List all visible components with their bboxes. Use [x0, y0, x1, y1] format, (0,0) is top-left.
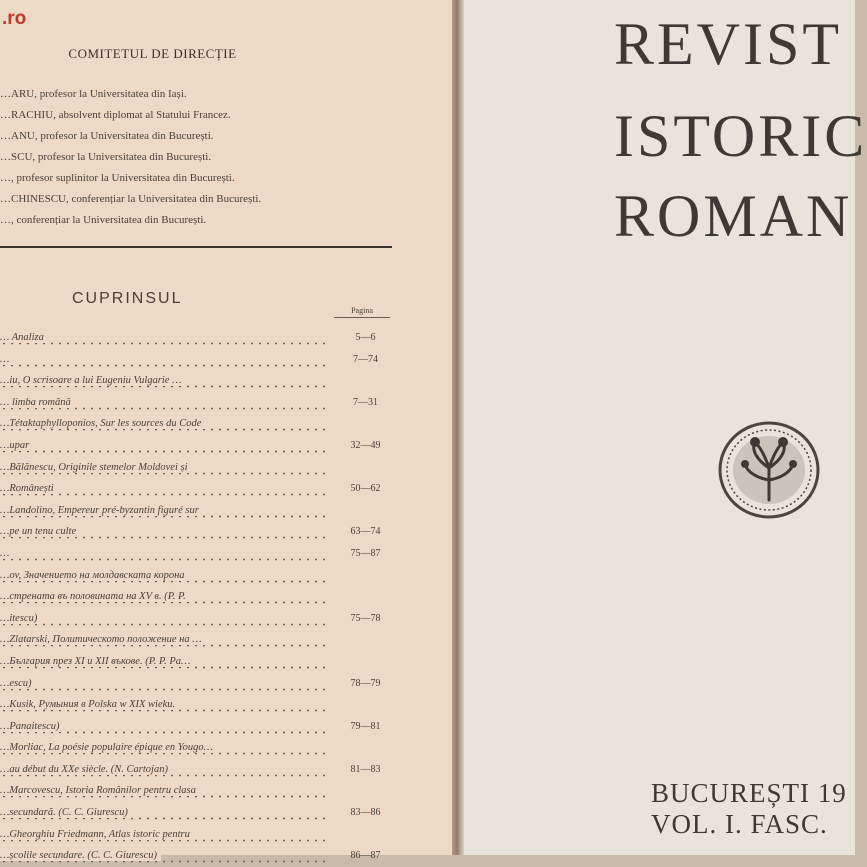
- toc-entry-text: …itescu): [0, 613, 41, 624]
- toc-entry-text: …Zlatarski, Политическото положение на …: [0, 634, 206, 645]
- committee-member: …ARU, profesor la Universitatea din Iași.: [0, 88, 187, 100]
- toc-entry-pages: 32—49: [350, 439, 381, 451]
- toc-entry: [0, 327, 400, 349]
- toc-entry: [0, 716, 400, 738]
- toc-entry-text: …: [0, 354, 13, 365]
- toc-entry-title: [0, 824, 330, 846]
- toc-entry: [0, 500, 400, 522]
- section-divider: [0, 246, 392, 248]
- toc-entry: [0, 521, 400, 543]
- toc-entry-pages: 75—78: [350, 612, 381, 624]
- toc-entry-text: …upar: [0, 440, 33, 451]
- journal-title-line: REVIST: [614, 11, 842, 77]
- toc-entry-title: [0, 392, 330, 414]
- toc-entry-title: [0, 478, 330, 500]
- table-of-contents: [0, 327, 400, 867]
- toc-entry: [0, 780, 400, 802]
- toc-entry: [0, 413, 400, 435]
- toc-entry-text: …au début du XXe siècle. (N. Cartojan): [0, 764, 172, 775]
- pages-column-header: Pagina: [334, 306, 390, 318]
- toc-entry-text: …Marcovescu, Istoria Românilor pentru clasa: [0, 785, 200, 796]
- toc-entry: [0, 824, 400, 846]
- toc-entry-text: … Analiza: [0, 332, 48, 343]
- toc-entry-title: [0, 737, 330, 759]
- toc-entry-title: [0, 608, 330, 630]
- toc-entry-title: [0, 565, 330, 587]
- toc-entry-title: [0, 370, 330, 392]
- toc-entry-pages: 7—74: [353, 353, 378, 365]
- journal-title-line: ROMAN: [614, 183, 853, 249]
- toc-entry-text: …Morliac, La poésie populaire épique en Yougo…: [0, 742, 217, 753]
- toc-entry-pages: 75—87: [350, 547, 381, 559]
- contents-title: CUPRINSUL: [72, 290, 183, 307]
- toc-entry-text: …școlile secundare. (C. C. Giurescu): [0, 850, 161, 861]
- toc-entry: [0, 586, 400, 608]
- toc-entry: [0, 737, 400, 759]
- toc-entry-text: …: [0, 548, 13, 559]
- committee-title: COMITETUL DE DIRECȚIE: [68, 46, 237, 61]
- toc-entry: [0, 802, 400, 824]
- publisher-seal-emblem: [717, 420, 821, 520]
- toc-entry: [0, 478, 400, 500]
- toc-entry-title: [0, 716, 330, 738]
- toc-entry-pages: 86—87: [350, 850, 381, 862]
- toc-entry-title: [0, 802, 330, 824]
- toc-entry-title: [0, 845, 330, 867]
- toc-entry-text: …България през XI и XII въкове. (P. P. Pa…: [0, 656, 194, 667]
- toc-entry-title: [0, 327, 330, 349]
- toc-entry: [0, 349, 400, 371]
- committee-member: …ANU, profesor la Universitatea din București.: [0, 130, 214, 142]
- toc-entry-text: …Panaitescu): [0, 721, 64, 732]
- toc-entry-pages: 78—79: [350, 677, 381, 689]
- toc-entry-title: [0, 629, 330, 651]
- toc-entry-text: …pe un tenu culte: [0, 526, 80, 537]
- toc-entry-text: …стрената въ половината на XV в. (P. P.: [0, 591, 190, 602]
- toc-entry: [0, 629, 400, 651]
- committee-member: …CHINESCU, conferențiar la Universitatea din București.: [0, 193, 262, 205]
- toc-entry-text: …Românești: [0, 483, 58, 494]
- toc-entry: [0, 608, 400, 630]
- toc-entry-pages: 63—74: [350, 526, 381, 538]
- imprint-volume: VOL. I. FASC.: [651, 809, 828, 839]
- toc-entry-title: [0, 349, 330, 371]
- toc-entry-title: [0, 586, 330, 608]
- committee-member: …, profesor suplinitor la Universitatea din București.: [0, 172, 235, 184]
- toc-entry: [0, 845, 400, 867]
- book-gutter: [452, 0, 464, 855]
- toc-entry-text: …Gheorghiu Friedmann, Atlas istoric pentru: [0, 829, 194, 840]
- toc-entry-pages: 5—6: [355, 332, 376, 343]
- toc-entry-pages: 7—31: [353, 396, 378, 408]
- toc-entry: [0, 457, 400, 479]
- toc-entry-text: …Tétaktaphylloponios, Sur les sources du Code: [0, 418, 205, 429]
- committee-member: …SCU, profesor la Universitatea din București.: [0, 151, 212, 163]
- site-watermark: .ro: [2, 8, 27, 29]
- toc-entry: [0, 694, 400, 716]
- toc-entry: [0, 673, 400, 695]
- toc-entry-text: …secundară. (C. C. Giurescu): [0, 807, 132, 818]
- toc-entry-text: …Bălănescu, Originile stemelor Moldovei și: [0, 462, 192, 473]
- toc-entry-title: [0, 500, 330, 522]
- toc-entry-title: [0, 694, 330, 716]
- toc-entry: [0, 651, 400, 673]
- toc-entry-pages: 50—62: [350, 483, 381, 495]
- toc-entry-title: [0, 780, 330, 802]
- toc-entry-text: …iu, O scrisoare a lui Eugeniu Vulgarie …: [0, 375, 185, 386]
- toc-entry-pages: 83—86: [350, 807, 381, 819]
- toc-entry-text: …ov, Значението на молдавската корона: [0, 570, 189, 581]
- toc-entry-text: …escu): [0, 678, 36, 689]
- toc-entry: [0, 543, 400, 565]
- toc-entry-text: …Landolino, Empereur pré-byzantin figuré sur: [0, 505, 203, 516]
- toc-entry: [0, 370, 400, 392]
- toc-entry: [0, 435, 400, 457]
- toc-entry-title: [0, 521, 330, 543]
- toc-entry-text: … limba română: [0, 397, 75, 408]
- toc-entry-pages: 81—83: [350, 763, 381, 775]
- toc-entry: [0, 392, 400, 414]
- committee-member: …RACHIU, absolvent diplomat al Statului Francez.: [0, 109, 231, 121]
- toc-entry-title: [0, 413, 330, 435]
- toc-entry: [0, 759, 400, 781]
- toc-entry-pages: 79—81: [350, 720, 381, 732]
- toc-entry: [0, 565, 400, 587]
- toc-entry-title: [0, 435, 330, 457]
- toc-entry-text: …Kusik, Румыния в Polska w XIX wieku.: [0, 699, 179, 710]
- journal-title-line: ISTORIC: [614, 103, 867, 169]
- committee-list: [0, 84, 400, 231]
- toc-entry-title: [0, 651, 330, 673]
- toc-entry-title: [0, 759, 330, 781]
- toc-entry-title: [0, 457, 330, 479]
- toc-entry-title: [0, 543, 330, 565]
- committee-member: …, conferențiar la Universitatea din București.: [0, 214, 207, 226]
- imprint-place-year: BUCUREȘTI 19: [651, 778, 847, 808]
- toc-entry-title: [0, 673, 330, 695]
